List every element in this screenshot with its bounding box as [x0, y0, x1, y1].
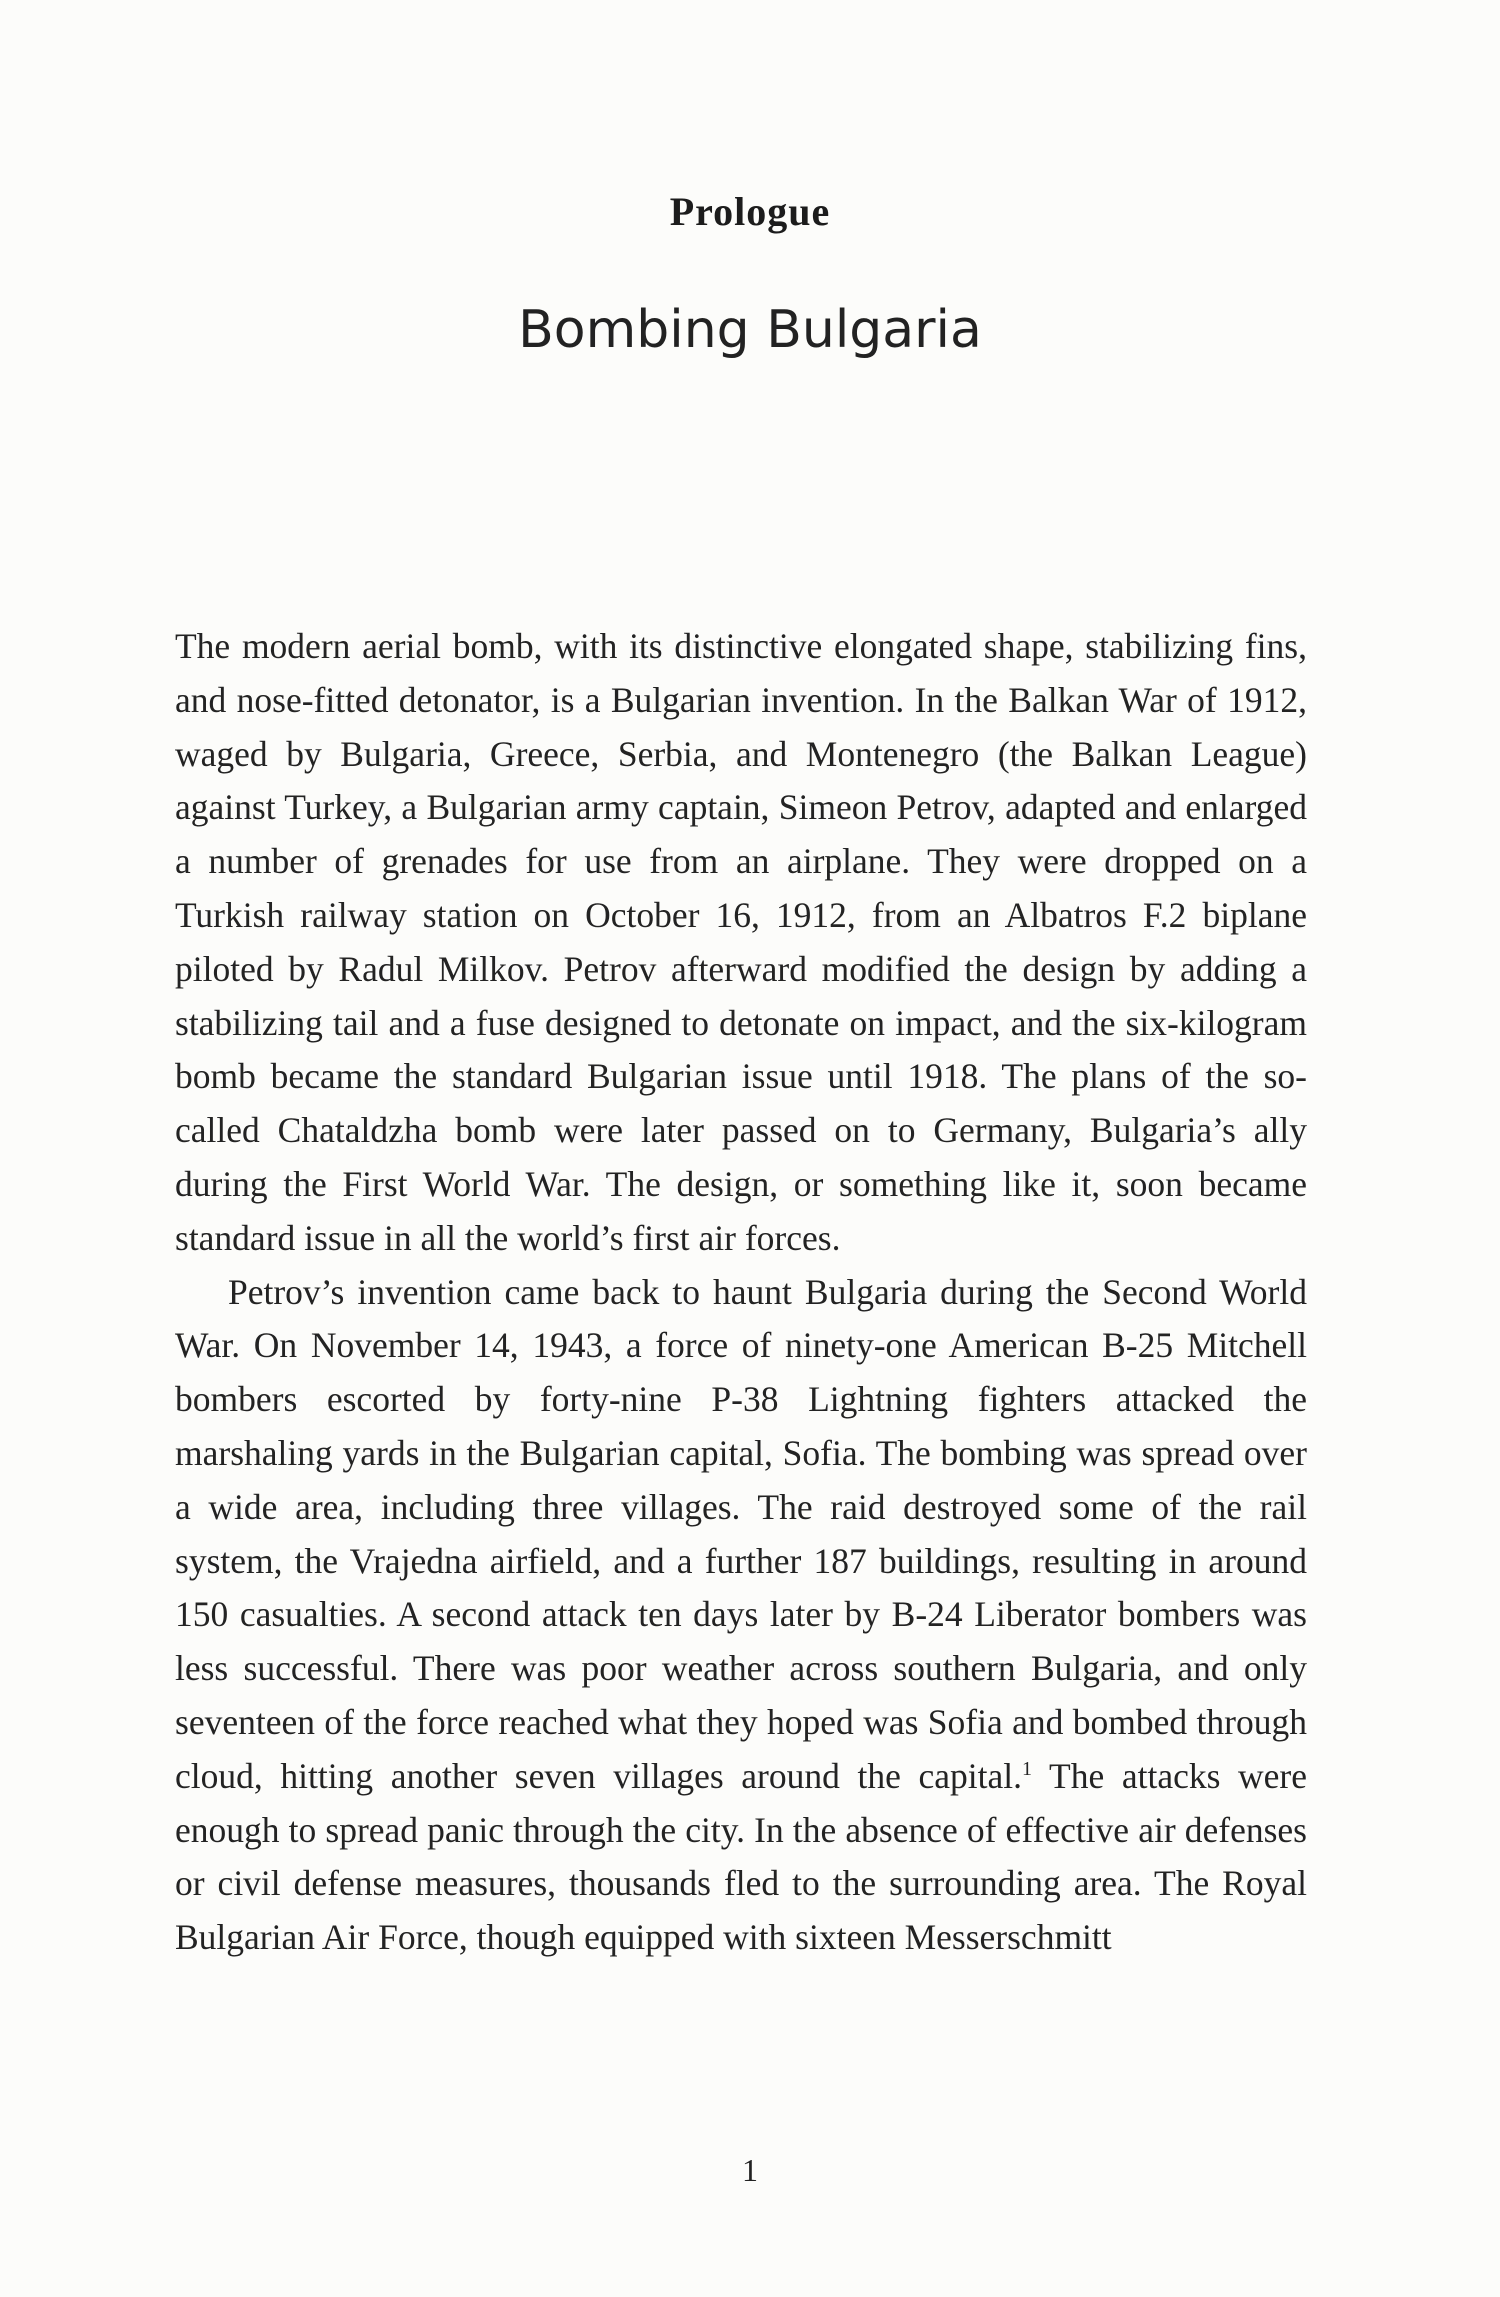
paragraph-1: The modern aerial bomb, with its distinctive elongated shape, stabilizing fins, and nose-fitted detonator, is a Bulgarian invention. In the Balkan War of 1912, waged by Bulgaria, Greece, Serbia, and Montenegro (the Balkan League) against Turkey, a Bulgarian army captain, Simeon Petrov, adapted and enlarged a number of grenades for use from an airplane. They were dropped on a Turkish railway station on October 16, 1912, from an Albatros F.2 biplane piloted by Radul Milkov. Petrov afterward modified the design by adding a stabilizing tail and a fuse designed to detonate on impact, and the six-kilogram bomb became the standard Bulgarian issue until 1918. The plans of the so-called Chataldzha bomb were later passed on to Germany, Bulgaria’s ally during the First World War. The design, or something like it, soon became standard issue in all the world’s first air forces. — [175, 626, 1307, 1258]
page-number: 1 — [742, 2152, 758, 2188]
paragraph-2-text-a: Petrov’s invention came back to haunt Bulgaria during the Second World War. On November 14, 1943, a force of ninety-one American B-25 Mitchell bombers escorted by forty-nine P-38 Lightning fighters attacked the marshaling yards in the Bulgarian capital, Sofia. The bombing was spread over a wide area, including three villages. The raid destroyed some of the rail system, the Vrajedna airfield, and a further 187 buildings, resulting in around 150 casualties. A second attack ten days later by B-24 Liberator bombers was less successful. There was poor weather across southern Bulgaria, and only seventeen of the force reached what they hoped was Sofia and bombed through cloud, hitting another seven villages around the capital. — [175, 1271, 1307, 1796]
paragraph-2 — [175, 1266, 1307, 1965]
body-text — [175, 620, 1307, 1965]
chapter-title: Bombing Bulgaria — [518, 300, 982, 360]
footnote-reference[interactable]: 1 — [1022, 1757, 1033, 1780]
chapter-kicker: Prologue — [669, 189, 831, 234]
paragraph-2-text-b: The attacks were enough to spread panic through the city. In the absence of effective air defenses or civil defense measures, thousands fled to the surrounding area. The Royal Bulgarian Air Force, though equipped with sixteen Messerschmitt — [175, 1755, 1307, 1958]
